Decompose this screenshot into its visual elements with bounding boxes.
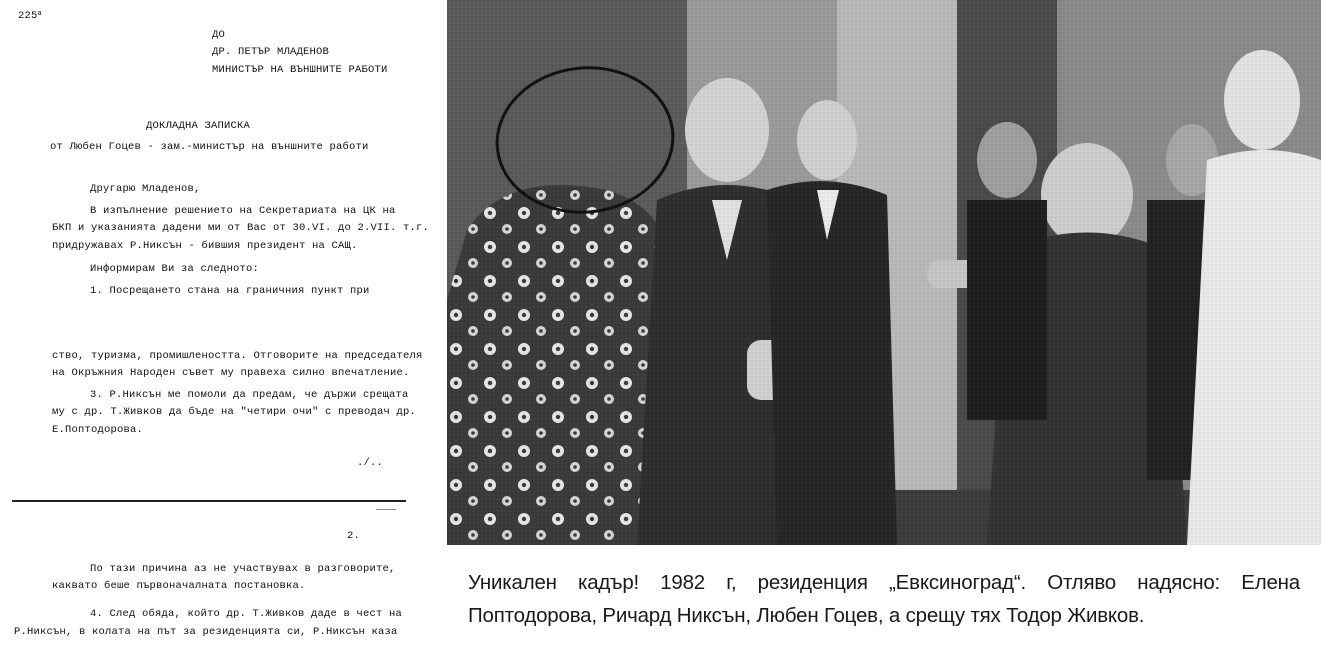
scan-mark: [376, 509, 396, 510]
photo-caption: Уникален кадър! 1982 г, резиденция „Евксиноград“. Отляво надясно: Елена Поптодорова, Ричард Никсън, Любен Гоцев, а срещу тях Тодор Живков.: [468, 571, 1300, 627]
paragraph-line: каквато беше първоначалната постановка.: [52, 580, 306, 592]
page-2-number: 2.: [347, 530, 361, 542]
scanned-document: [0, 0, 440, 654]
item-3-line: 3. Р.Никсън ме помоли да предам, че държи срещата: [90, 389, 409, 401]
page-divider: [12, 500, 406, 502]
paragraph-line: ство, туризма, промишлеността. Отговорите на председателя: [52, 350, 423, 362]
photo-illustration: [447, 0, 1321, 545]
continuation-mark: ./..: [357, 457, 384, 469]
paragraph-line: придружавах Р.Никсън - бившия президент на САЩ.: [52, 240, 358, 252]
salutation: Другарю Младенов,: [90, 183, 201, 195]
item-4-line: Р.Никсън, в колата на път за резиденцията си, Р.Никсън каза: [14, 626, 398, 638]
archival-photo: [447, 0, 1321, 545]
from-line: от Любен Гоцев - зам.-министър на външните работи: [50, 141, 369, 153]
item-4-line: 4. След обяда, който др. Т.Живков даде в чест на: [90, 608, 403, 620]
paragraph-line: БКП и указанията дадени ми от Вас от 30.VI. до 2.VII. т.г.: [52, 222, 430, 234]
page-number: $225^а$: [18, 10, 42, 22]
addressee-line: ДО: [212, 29, 226, 41]
item-3-line: му с др. Т.Живков да бъде на "четири очи" с преводач др.: [52, 406, 417, 418]
item-1: 1. Посрещането стана на граничния пункт при: [90, 285, 370, 297]
addressee-line: МИНИСТЪР НА ВЪНШНИТЕ РАБОТИ: [212, 64, 388, 76]
paragraph-line: В изпълнение решението на Секретариата на ЦК на: [90, 205, 396, 217]
addressee-line: ДР. ПЕТЪР МЛАДЕНОВ: [212, 46, 330, 58]
item-3-line: Е.Поптодорова.: [52, 424, 144, 436]
paragraph-line: По тази причина аз не участвувах в разговорите,: [90, 563, 396, 575]
inform-line: Информирам Ви за следното:: [90, 263, 260, 275]
document-title: ДОКЛАДНА ЗАПИСКА: [146, 120, 251, 132]
paragraph-line: на Окръжния Народен съвет му правеха силно впечатление.: [52, 367, 410, 379]
